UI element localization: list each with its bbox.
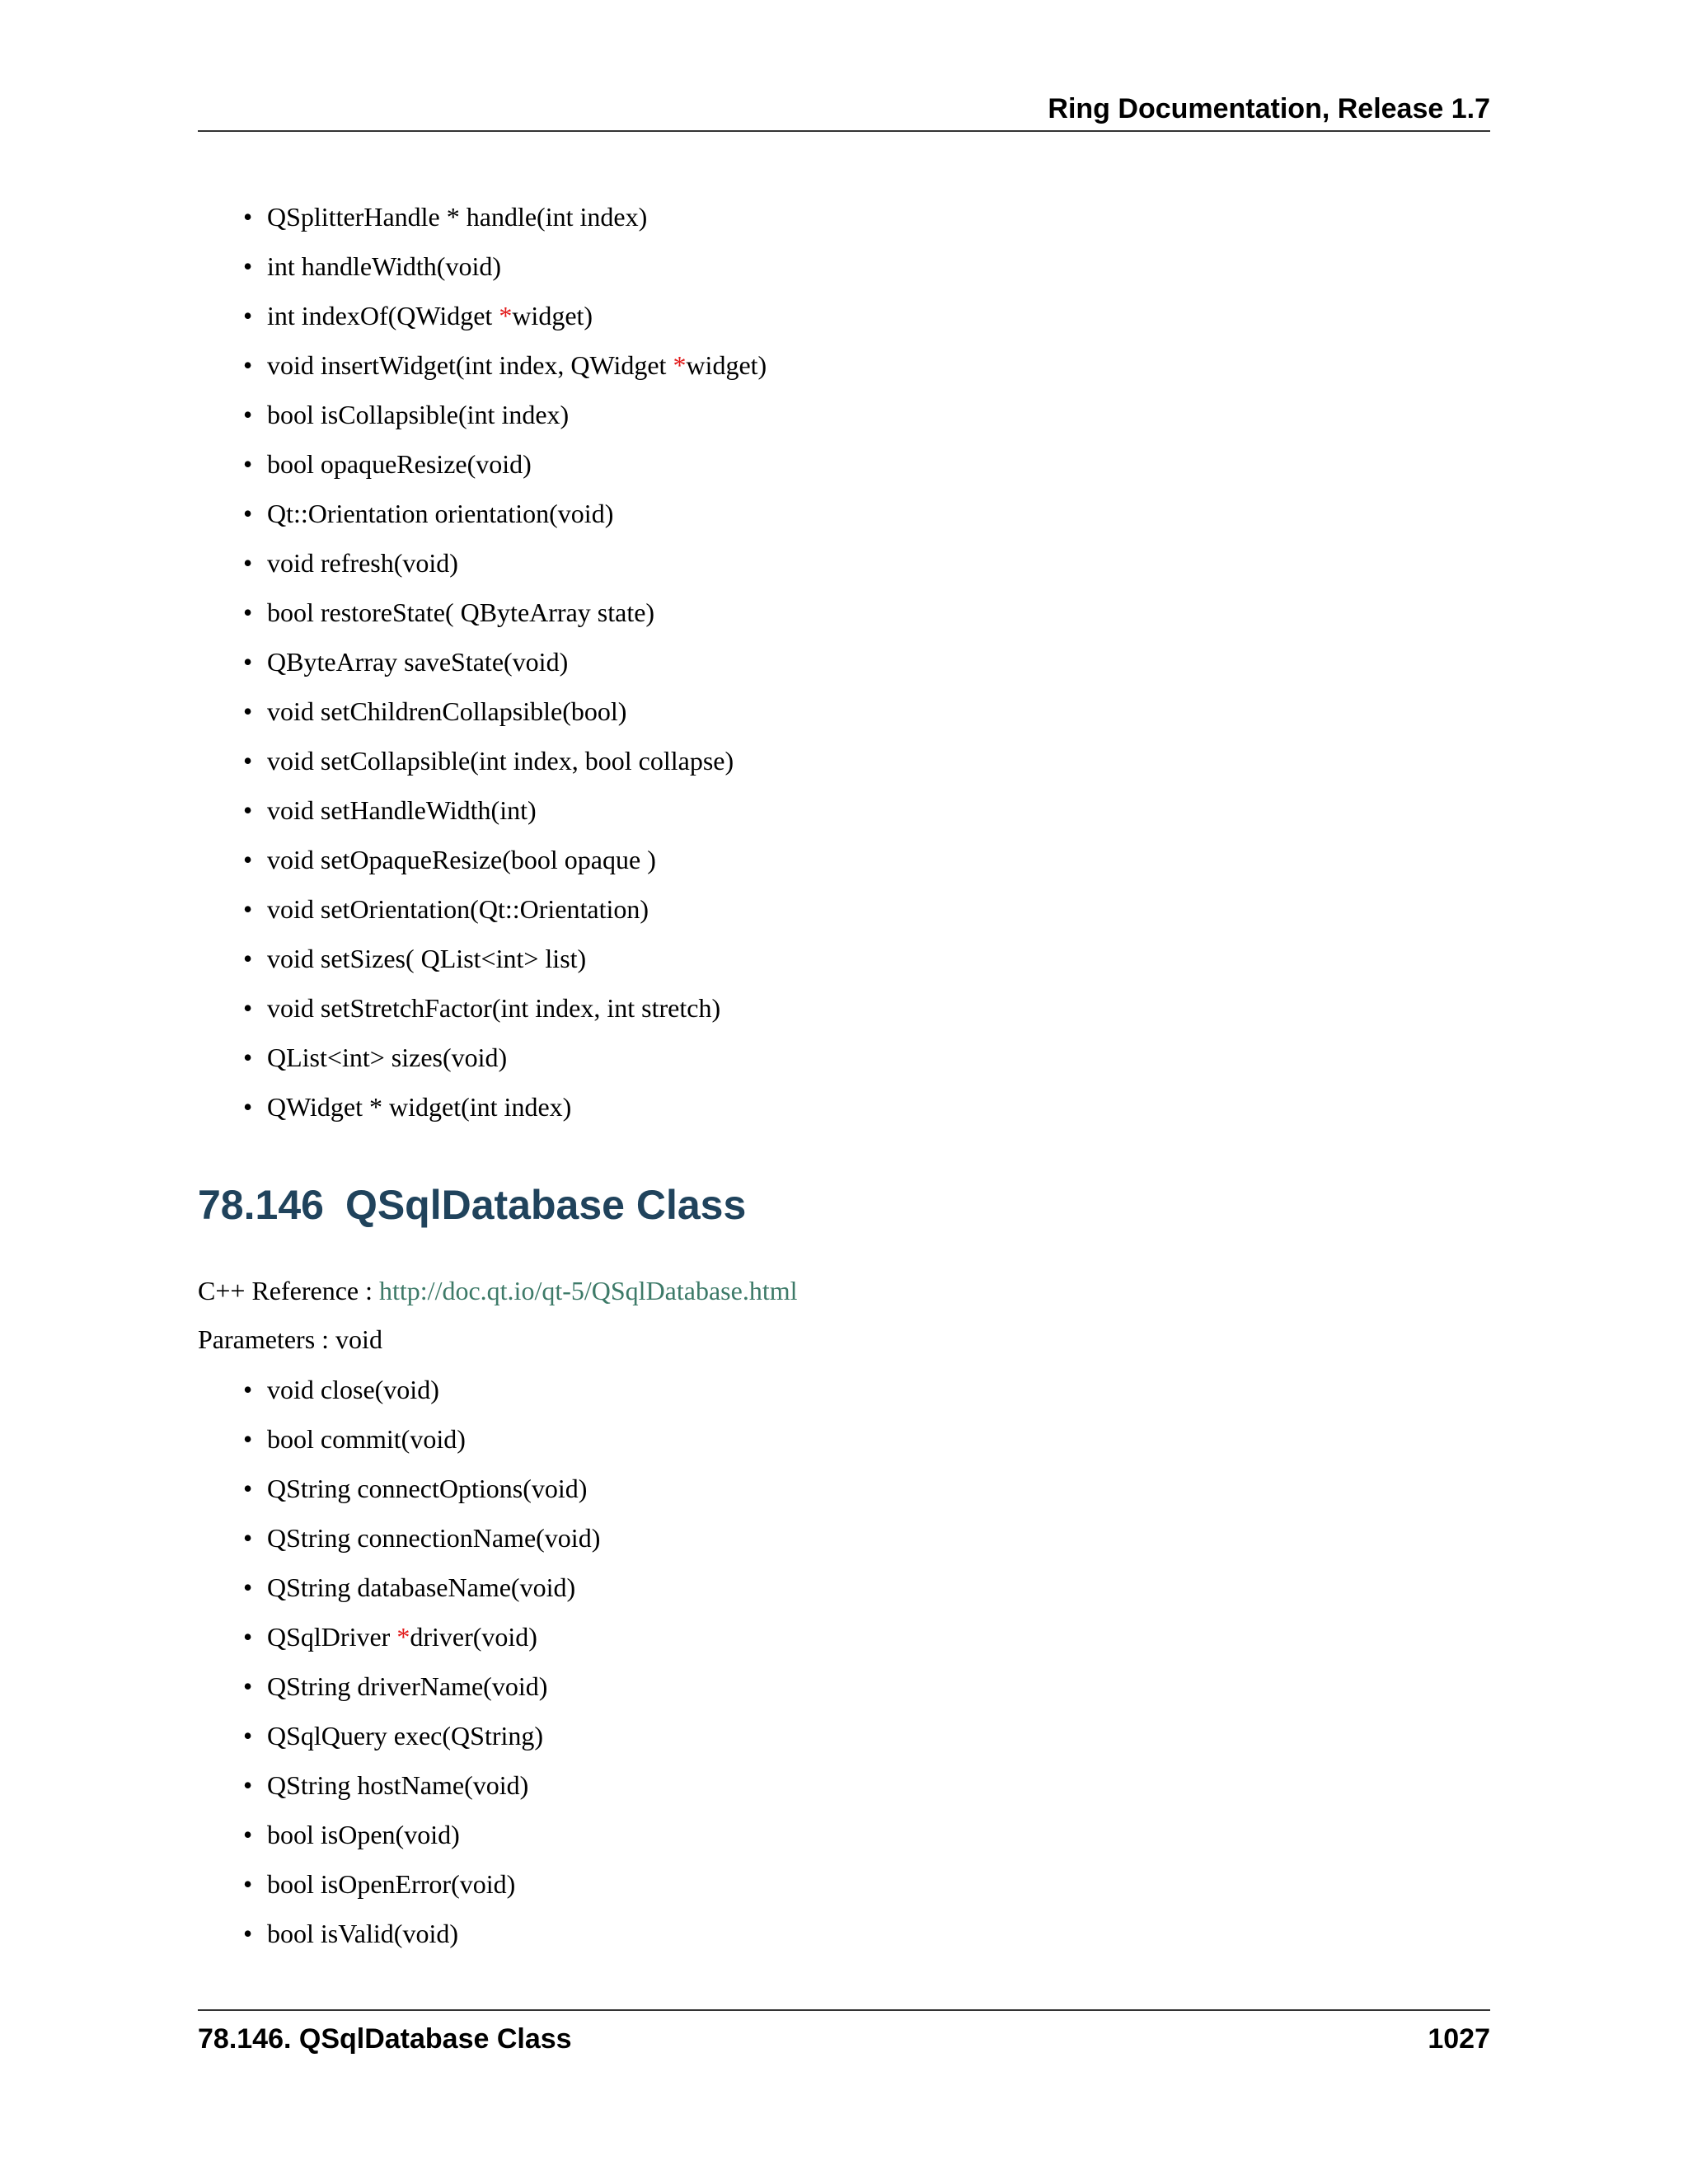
bullet-icon: •	[243, 1424, 253, 1454]
method-item	[198, 200, 1490, 250]
method-item	[198, 546, 1490, 596]
bullet-icon: •	[243, 696, 253, 726]
bullet-icon: •	[243, 548, 253, 578]
method-item	[198, 991, 1490, 1041]
method-signature: bool isValid(void)	[267, 1919, 458, 1948]
method-signature: void insertWidget(int index, QWidget	[267, 350, 673, 380]
bullet-icon: •	[243, 795, 253, 825]
document-title: Ring Documentation, Release 1.7	[1048, 93, 1490, 124]
bullet-icon: •	[243, 746, 253, 776]
reference-link[interactable]: http://doc.qt.io/qt-5/QSqlDatabase.html	[379, 1276, 798, 1305]
method-item	[198, 349, 1490, 398]
bullet-icon: •	[243, 1043, 253, 1072]
cpp-reference-line	[198, 1274, 798, 1307]
qsqldatabase-method-list	[198, 1373, 1490, 1966]
reference-label: C++ Reference :	[198, 1276, 379, 1305]
method-signature: QString connectionName(void)	[267, 1523, 601, 1553]
bullet-icon: •	[243, 1572, 253, 1602]
method-signature: QByteArray saveState(void)	[267, 647, 569, 677]
method-signature: Qt::Orientation orientation(void)	[267, 499, 614, 528]
section-heading	[198, 1180, 746, 1230]
method-signature: void setHandleWidth(int)	[267, 795, 537, 825]
method-signature: QString connectOptions(void)	[267, 1474, 588, 1503]
method-signature: void setOpaqueResize(bool opaque )	[267, 845, 656, 874]
method-item	[198, 1620, 1490, 1670]
method-signature: bool isOpen(void)	[267, 1820, 460, 1849]
method-item	[198, 695, 1490, 744]
method-item	[198, 1769, 1490, 1818]
method-signature-tail: widget)	[512, 301, 593, 330]
method-item	[198, 1719, 1490, 1769]
method-signature: void close(void)	[267, 1375, 439, 1404]
method-signature-tail: driver(void)	[410, 1622, 537, 1652]
bullet-icon: •	[243, 202, 253, 232]
bullet-icon: •	[243, 1474, 253, 1503]
method-signature: QSqlQuery exec(QString)	[267, 1721, 544, 1750]
method-signature: QString hostName(void)	[267, 1770, 529, 1800]
method-signature: bool commit(void)	[267, 1424, 466, 1454]
method-item	[198, 645, 1490, 695]
method-item	[198, 1571, 1490, 1620]
method-item	[198, 250, 1490, 299]
page-header	[198, 92, 1490, 132]
method-item	[198, 744, 1490, 794]
parameters-line: Parameters : void	[198, 1324, 382, 1354]
method-item	[198, 398, 1490, 448]
method-item	[198, 1041, 1490, 1090]
bullet-icon: •	[243, 449, 253, 479]
bullet-icon: •	[243, 944, 253, 973]
bullet-icon: •	[243, 1721, 253, 1750]
page-number: 1027	[1428, 2023, 1490, 2055]
method-signature: void setStretchFactor(int index, int stretch)	[267, 993, 721, 1023]
bullet-icon: •	[243, 1869, 253, 1899]
method-signature: QSplitterHandle * handle(int index)	[267, 202, 648, 232]
method-item	[198, 893, 1490, 942]
page-footer	[198, 2009, 1490, 2060]
method-signature-tail: widget)	[686, 350, 767, 380]
method-item	[198, 1373, 1490, 1422]
method-signature: bool isCollapsible(int index)	[267, 400, 570, 429]
method-item	[198, 1521, 1490, 1571]
method-item	[198, 843, 1490, 893]
bullet-icon: •	[243, 251, 253, 281]
bullet-icon: •	[243, 400, 253, 429]
bullet-icon: •	[243, 1523, 253, 1553]
method-item	[198, 1090, 1490, 1140]
method-signature: void setChildrenCollapsible(bool)	[267, 696, 627, 726]
footer-section-label: 78.146. QSqlDatabase Class	[198, 2023, 572, 2055]
method-item	[198, 596, 1490, 645]
bullet-icon: •	[243, 647, 253, 677]
bullet-icon: •	[243, 894, 253, 924]
bullet-icon: •	[243, 598, 253, 627]
method-signature: void refresh(void)	[267, 548, 458, 578]
bullet-icon: •	[243, 350, 253, 380]
method-signature: QSqlDriver	[267, 1622, 397, 1652]
bullet-icon: •	[243, 499, 253, 528]
method-item	[198, 448, 1490, 497]
method-item	[198, 1818, 1490, 1868]
bullet-icon: •	[243, 1770, 253, 1800]
method-signature: int indexOf(QWidget	[267, 301, 499, 330]
method-item	[198, 794, 1490, 843]
qsplitter-method-list	[198, 200, 1490, 1140]
bullet-icon: •	[243, 1375, 253, 1404]
method-signature: void setOrientation(Qt::Orientation)	[267, 894, 649, 924]
bullet-icon: •	[243, 1919, 253, 1948]
section-number: 78.146	[198, 1182, 324, 1228]
method-item	[198, 1422, 1490, 1472]
bullet-icon: •	[243, 1622, 253, 1652]
method-signature: bool opaqueResize(void)	[267, 449, 532, 479]
method-item	[198, 1868, 1490, 1917]
method-signature: void setCollapsible(int index, bool collapse)	[267, 746, 734, 776]
method-item	[198, 1670, 1490, 1719]
method-item	[198, 942, 1490, 991]
method-signature: int handleWidth(void)	[267, 251, 501, 281]
bullet-icon: •	[243, 1092, 253, 1122]
method-item	[198, 299, 1490, 349]
bullet-icon: •	[243, 1820, 253, 1849]
bullet-icon: •	[243, 993, 253, 1023]
method-item	[198, 1472, 1490, 1521]
method-signature: bool isOpenError(void)	[267, 1869, 516, 1899]
bullet-icon: •	[243, 301, 253, 330]
pointer-asterisk: *	[499, 301, 513, 330]
method-signature: bool restoreState( QByteArray state)	[267, 598, 655, 627]
method-signature: void setSizes( QList<int> list)	[267, 944, 587, 973]
pointer-asterisk: *	[396, 1622, 410, 1652]
pointer-asterisk: *	[673, 350, 687, 380]
method-item	[198, 1917, 1490, 1966]
method-signature: QString driverName(void)	[267, 1671, 548, 1701]
method-signature: QList<int> sizes(void)	[267, 1043, 508, 1072]
method-item	[198, 497, 1490, 546]
method-signature: QWidget * widget(int index)	[267, 1092, 572, 1122]
method-signature: QString databaseName(void)	[267, 1572, 576, 1602]
section-title: QSqlDatabase Class	[345, 1182, 747, 1228]
bullet-icon: •	[243, 845, 253, 874]
bullet-icon: •	[243, 1671, 253, 1701]
